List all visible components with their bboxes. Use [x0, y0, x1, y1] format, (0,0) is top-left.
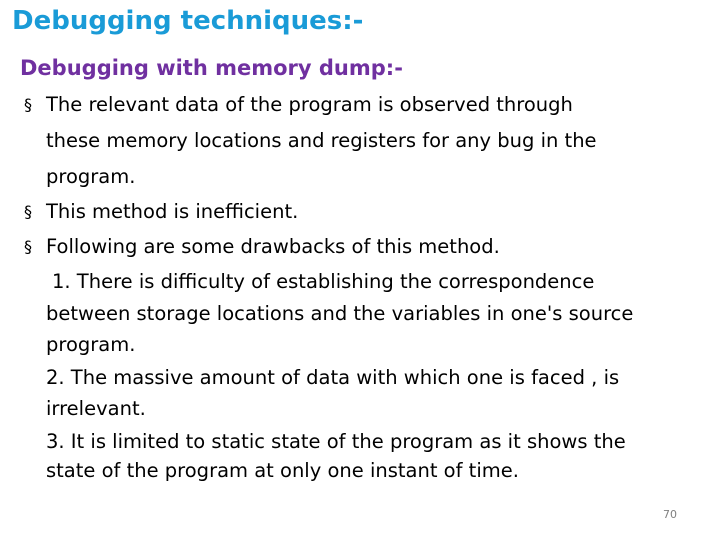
drawback-3-line-1: 3. It is limited to static state of the program as it shows the: [46, 430, 626, 453]
bullet-2-line-1: This method is inefficient.: [46, 200, 299, 223]
drawback-2-line-2: irrelevant.: [46, 397, 146, 420]
page-number: 70: [663, 508, 677, 521]
bullet-1-line-2: these memory locations and registers for any bug in the: [46, 129, 597, 152]
bullet-marker: §: [24, 202, 32, 221]
bullet-1-line-3: program.: [46, 165, 136, 188]
slide-title: Debugging techniques:-: [12, 6, 364, 36]
drawback-1-line-3: program.: [46, 333, 136, 356]
drawback-1-line-2: between storage locations and the variables in one's source: [46, 302, 634, 325]
bullet-marker: §: [24, 95, 32, 114]
bullet-marker: §: [24, 237, 32, 256]
drawback-2-line-1: 2. The massive amount of data with which one is faced , is: [46, 366, 620, 389]
drawback-1-line-1: 1. There is difficulty of establishing the correspondence: [52, 270, 595, 293]
slide-subtitle: Debugging with memory dump:-: [20, 56, 403, 80]
bullet-3-line-1: Following are some drawbacks of this method.: [46, 235, 500, 258]
drawback-3-line-2: state of the program at only one instant of time.: [46, 459, 519, 482]
bullet-1-line-1: The relevant data of the program is observed through: [46, 93, 573, 116]
